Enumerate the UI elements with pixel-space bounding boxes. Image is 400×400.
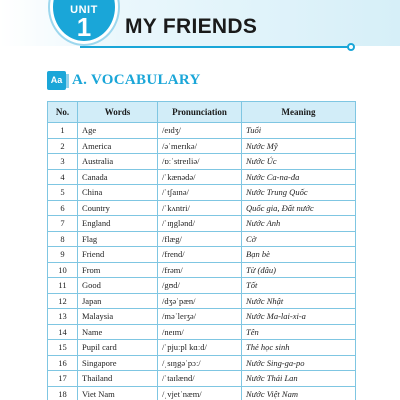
table-row: [48, 324, 356, 340]
cell-meaning: Nước Nhật: [242, 293, 356, 309]
cell-pronunciation: /ɒːˈstreɪliə/: [158, 154, 242, 170]
cell-word: Age: [78, 123, 158, 139]
cell-meaning: Quốc gia, Đất nước: [242, 200, 356, 216]
cell-meaning: Nước Trung Quốc: [242, 185, 356, 201]
cell-word: Country: [78, 200, 158, 216]
header-no: No.: [48, 102, 78, 123]
cell-no: 4: [48, 169, 78, 185]
cell-pronunciation: /ˌsɪŋgəˈpɔː/: [158, 355, 242, 371]
table-row: [48, 200, 356, 216]
cell-meaning: Nước Úc: [242, 154, 356, 170]
cell-word: Thailand: [78, 371, 158, 387]
cell-pronunciation: /əˈmerɪkə/: [158, 138, 242, 154]
table-row: [48, 247, 356, 263]
cell-word: China: [78, 185, 158, 201]
cell-pronunciation: /neɪm/: [158, 324, 242, 340]
cell-meaning: Nước Anh: [242, 216, 356, 232]
cell-word: Viet Nam: [78, 386, 158, 400]
table-row: [48, 262, 356, 278]
cell-no: 6: [48, 200, 78, 216]
page-title: MY FRIENDS: [125, 15, 258, 38]
cell-word: Canada: [78, 169, 158, 185]
cell-pronunciation: /frəm/: [158, 262, 242, 278]
cell-pronunciation: /gʊd/: [158, 278, 242, 294]
cell-word: Australia: [78, 154, 158, 170]
cell-word: America: [78, 138, 158, 154]
unit-number: 1: [76, 12, 92, 42]
cell-word: From: [78, 262, 158, 278]
cell-meaning: Nước Mỹ: [242, 138, 356, 154]
cell-meaning: Nước Ma-lai-xi-a: [242, 309, 356, 325]
cell-meaning: Nước Sing-ga-po: [242, 355, 356, 371]
cell-meaning: Tên: [242, 324, 356, 340]
cell-no: 5: [48, 185, 78, 201]
cell-word: Pupil card: [78, 340, 158, 356]
cell-word: England: [78, 216, 158, 232]
cell-no: 3: [48, 154, 78, 170]
table-header-row: [48, 102, 356, 123]
cell-no: 7: [48, 216, 78, 232]
cell-no: 8: [48, 231, 78, 247]
table-row: [48, 216, 356, 232]
cell-meaning: Nước Việt Nam: [242, 386, 356, 400]
table-row: [48, 340, 356, 356]
cell-no: 10: [48, 262, 78, 278]
title-underline: [80, 46, 350, 48]
table-row: [48, 371, 356, 387]
cell-meaning: Thẻ học sinh: [242, 340, 356, 356]
cell-pronunciation: /dʒəˈpæn/: [158, 293, 242, 309]
title-underline-dot: [347, 43, 355, 51]
table-row: [48, 154, 356, 170]
cell-meaning: Nước Thái Lan: [242, 371, 356, 387]
cell-meaning: Tốt: [242, 278, 356, 294]
cell-meaning: Cờ: [242, 231, 356, 247]
table-row: [48, 278, 356, 294]
cell-pronunciation: /flæg/: [158, 231, 242, 247]
cell-word: Japan: [78, 293, 158, 309]
cell-no: 15: [48, 340, 78, 356]
cell-pronunciation: /eɪdʒ/: [158, 123, 242, 139]
table-row: [48, 138, 356, 154]
cell-word: Malaysia: [78, 309, 158, 325]
cell-no: 18: [48, 386, 78, 400]
table-row: [48, 231, 356, 247]
table-row: [48, 169, 356, 185]
cell-word: Name: [78, 324, 158, 340]
table-row: [48, 355, 356, 371]
unit-label: UNIT: [70, 4, 98, 16]
cell-no: 9: [48, 247, 78, 263]
cell-meaning: Tuổi: [242, 123, 356, 139]
cell-pronunciation: /ˈtʃaɪnə/: [158, 185, 242, 201]
cell-word: Good: [78, 278, 158, 294]
vocabulary-icon: Aa: [47, 71, 66, 90]
cell-word: Friend: [78, 247, 158, 263]
table-row: [48, 293, 356, 309]
table-row: [48, 386, 356, 400]
section-title: A. VOCABULARY: [72, 72, 201, 88]
table-row: [48, 185, 356, 201]
table-row: [48, 309, 356, 325]
vocabulary-table: [47, 101, 356, 400]
cell-word: Flag: [78, 231, 158, 247]
cell-pronunciation: /frend/: [158, 247, 242, 263]
cell-no: 16: [48, 355, 78, 371]
cell-no: 17: [48, 371, 78, 387]
cell-no: 2: [48, 138, 78, 154]
cell-pronunciation: /ˈɪŋglənd/: [158, 216, 242, 232]
table-row: [48, 123, 356, 139]
cell-pronunciation: /ˈkænədə/: [158, 169, 242, 185]
cell-meaning: Bạn bè: [242, 247, 356, 263]
header-pronunciation: Pronunciation: [158, 102, 242, 123]
cell-meaning: Nước Ca-na-đa: [242, 169, 356, 185]
cell-pronunciation: /ˈtaɪlænd/: [158, 371, 242, 387]
cell-no: 12: [48, 293, 78, 309]
cell-word: Singapore: [78, 355, 158, 371]
cell-meaning: Từ (đâu): [242, 262, 356, 278]
header-words: Words: [78, 102, 158, 123]
cell-pronunciation: /ˈpjuːpl kɑːd/: [158, 340, 242, 356]
cell-no: 14: [48, 324, 78, 340]
cell-no: 11: [48, 278, 78, 294]
cell-pronunciation: /məˈleɪʒə/: [158, 309, 242, 325]
table-body: [48, 123, 356, 400]
cell-no: 1: [48, 123, 78, 139]
cell-no: 13: [48, 309, 78, 325]
unit-badge: [50, 0, 118, 44]
header-meaning: Meaning: [242, 102, 356, 123]
cell-pronunciation: /ˌvjetˈnæm/: [158, 386, 242, 400]
cell-pronunciation: /ˈkʌntri/: [158, 200, 242, 216]
